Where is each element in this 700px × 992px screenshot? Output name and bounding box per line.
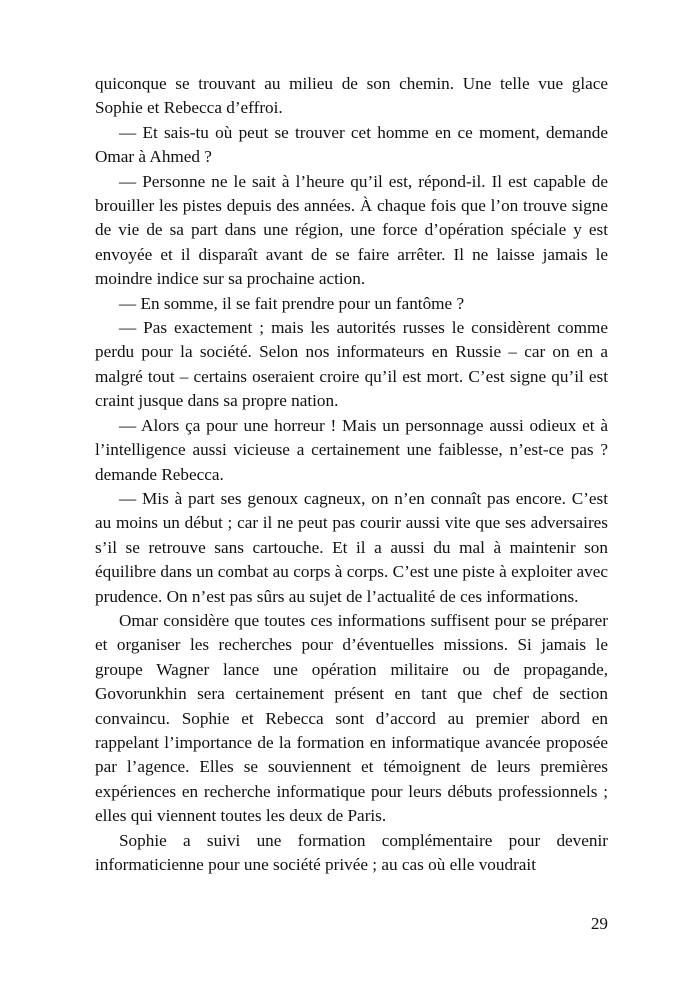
paragraph: — En somme, il se fait prendre pour un fantôme ?: [119, 293, 465, 313]
paragraph: — Alors ça pour une horreur ! Mais un personnage aussi odieux et à l’intelligence aussi vicieuse a certainement une faiblesse, n’est-ce pas ? demande Rebecca.: [95, 415, 608, 484]
page-number: 29: [590, 914, 608, 933]
paragraph: Omar considère que toutes ces informations suffisent pour se préparer et organiser les recherches pour d’éventuelles missions. Si jamais le groupe Wagner lance une opération militaire ou de propagande, Govorunkhin sera certainement présent en tant que chef de section convaincu. Sophie et Rebecca sont d’accord au premier abord en rappelant l’importance de la formation en informatique avancée proposée par l’agence. Elles se souviennent et témoignent de leurs premières expériences en recherche informatique pour leurs débuts professionnels ; elles qui viennent toutes les deux de Paris.: [95, 610, 608, 826]
paragraph: quiconque se trouvant au milieu de son chemin. Une telle vue glace Sophie et Rebecca d’effroi.: [95, 74, 608, 118]
paragraph: Sophie a suivi une formation complémentaire pour devenir informaticienne pour une société privée ; au cas où elle voudrait: [95, 830, 608, 874]
paragraph: — Pas exactement ; mais les autorités russes le considèrent comme perdu pour la société. Selon nos informateurs en Russie – car on en a malgré tout – certains oseraient croire qu’il est mort. C’est signe qu’il est craint jusque dans sa propre nation.: [95, 318, 608, 411]
page-body: [95, 72, 608, 877]
paragraph: — Et sais-tu où peut se trouver cet homme en ce moment, demande Omar à Ahmed ?: [95, 122, 608, 167]
paragraph: — Mis à part ses genoux cagneux, on n’en connaît pas encore. C’est au moins un début ; car il ne peut pas courir aussi vite que ses adversaires s’il se retrouve sans cartouche. Et il a aussi du mal à maintenir son équilibre dans un combat au corps à corps. C’est une piste à exploiter avec prudence. On n’est pas sûrs au sujet de l’actualité de ces informations.: [95, 488, 608, 606]
paragraph: — Personne ne le sait à l’heure qu’il est, répond-il. Il est capable de brouiller les pistes depuis des années. À chaque fois que l’on trouve signe de vie de sa part dans une région, une force d’opération spéciale y est envoyée et il disparaît avant de se faire arrêter. Il ne laisse jamais le moindre indice sur sa prochaine action.: [95, 171, 608, 289]
